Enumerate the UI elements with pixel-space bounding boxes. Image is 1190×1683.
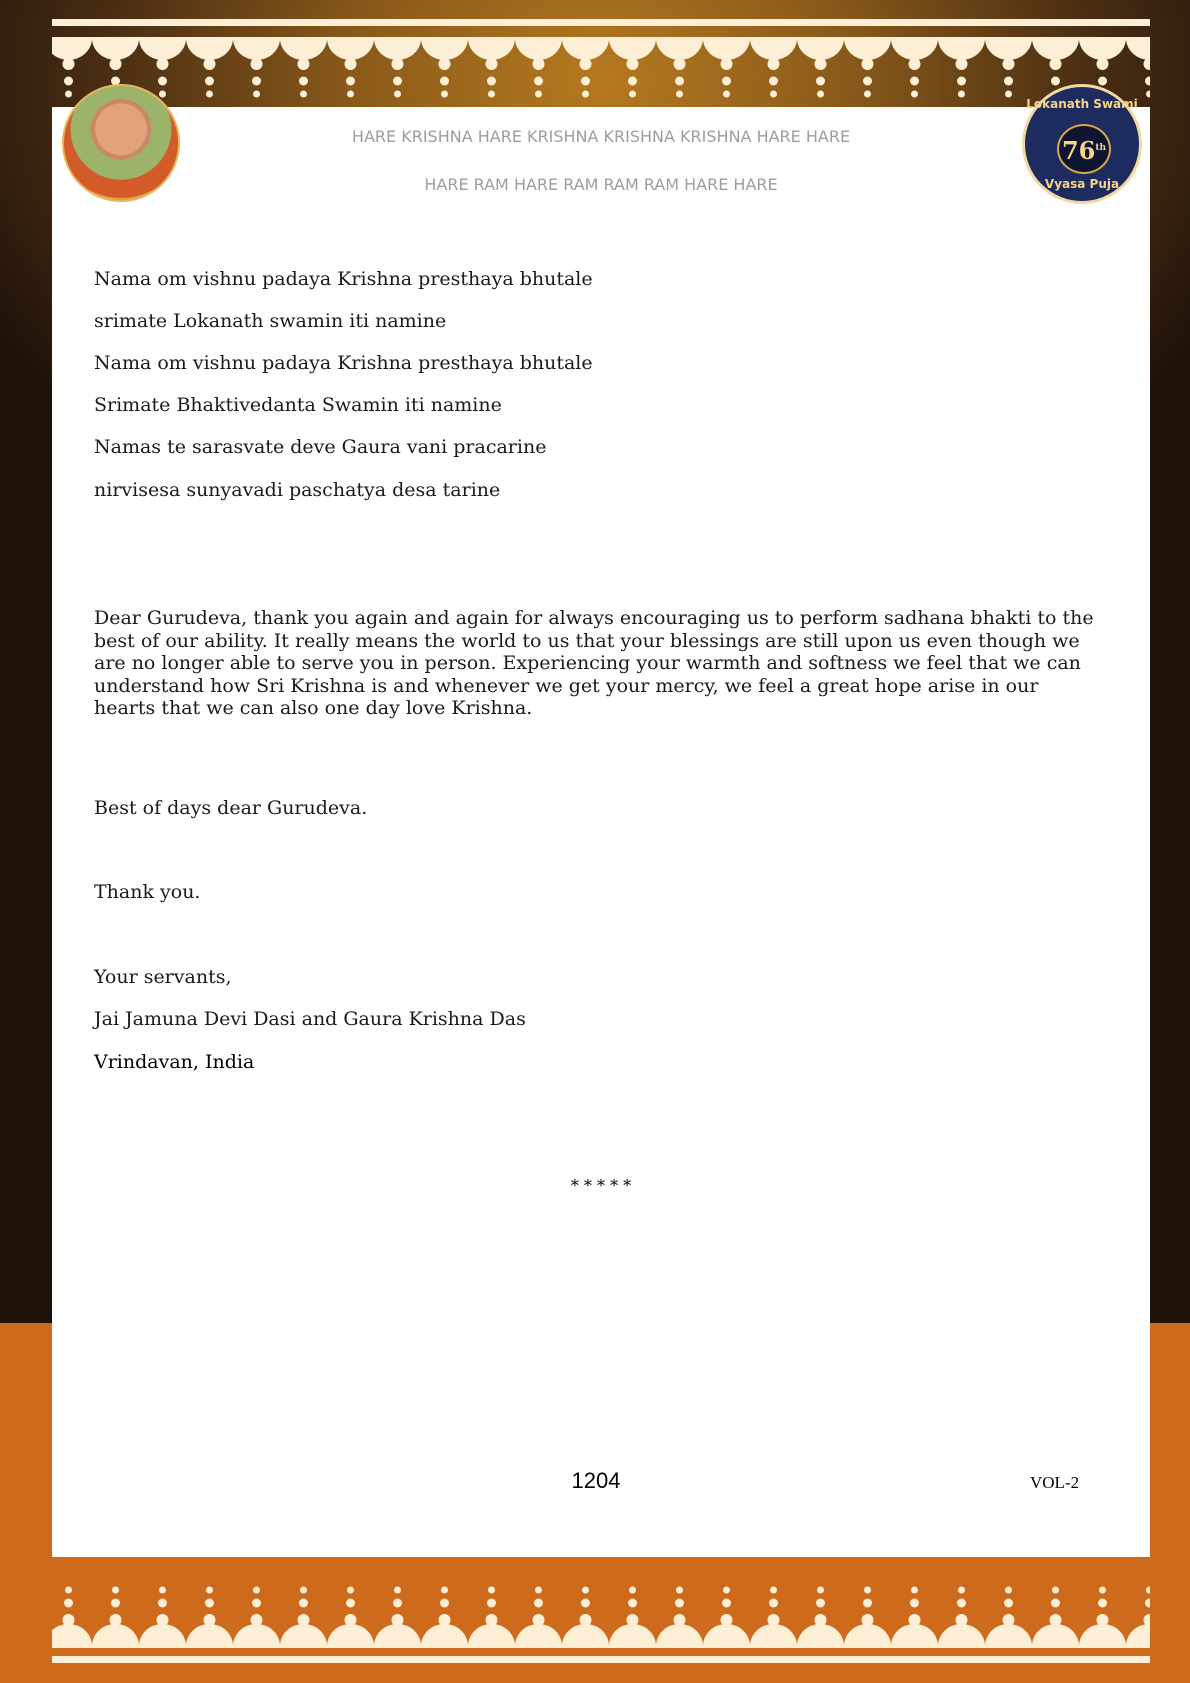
letter-location: Vrindavan, India <box>94 1051 255 1073</box>
letter-wish: Best of days dear Gurudeva. <box>94 797 368 819</box>
volume-label: VOL-2 <box>1030 1473 1080 1492</box>
letter-signature: Jai Jamuna Devi Dasi and Gaura Krishna Das <box>94 1008 526 1030</box>
mantra-line-1: HARE KRISHNA HARE KRISHNA KRISHNA KRISHNA HARE HARE <box>351 127 851 146</box>
badge-bottom-text: Vyasa Puja <box>1044 177 1120 191</box>
verse-line: nirvisesa sunyavadi paschatya desa tarine <box>94 479 501 501</box>
letter-thanks: Thank you. <box>94 881 201 903</box>
verse-line: srimate Lokanath swamin iti namine <box>94 310 447 332</box>
badge-suffix: th <box>1095 143 1107 153</box>
mantra-line-2: HARE RAM HARE RAM RAM RAM HARE HARE <box>424 175 778 194</box>
verse-line: Nama om vishnu padaya Krishna presthaya bhutale <box>94 352 593 374</box>
bottom-border-ornament <box>52 1580 1150 1670</box>
section-separator: * * * * * <box>570 1176 632 1195</box>
top-border-ornament <box>52 18 1150 108</box>
verse-line: Nama om vishnu padaya Krishna presthaya bhutale <box>94 268 593 290</box>
badge-top-text: Lokanath Swami <box>1026 97 1138 111</box>
page-number: 1204 <box>571 1468 621 1493</box>
verse-line: Srimate Bhaktivedanta Swamin iti namine <box>94 394 502 416</box>
badge-number-value: 76 <box>1061 136 1096 165</box>
verse-line: Namas te sarasvate deve Gaura vani pracarine <box>94 436 547 458</box>
letter-paragraph: Dear Gurudeva, thank you again and again for always encouraging us to perform sadhana bhakti to the best of our ability. It really means the world to us that your blessings are still upon us even though we are no longer able to serve you in person. Experiencing your warmth and softness we feel that we can understand how Sri Krishna is and whenever we get your mercy, we feel a great hope arise in our hearts that we can also one day love Krishna. <box>94 607 1094 719</box>
letter-closing: Your servants, <box>94 966 232 988</box>
